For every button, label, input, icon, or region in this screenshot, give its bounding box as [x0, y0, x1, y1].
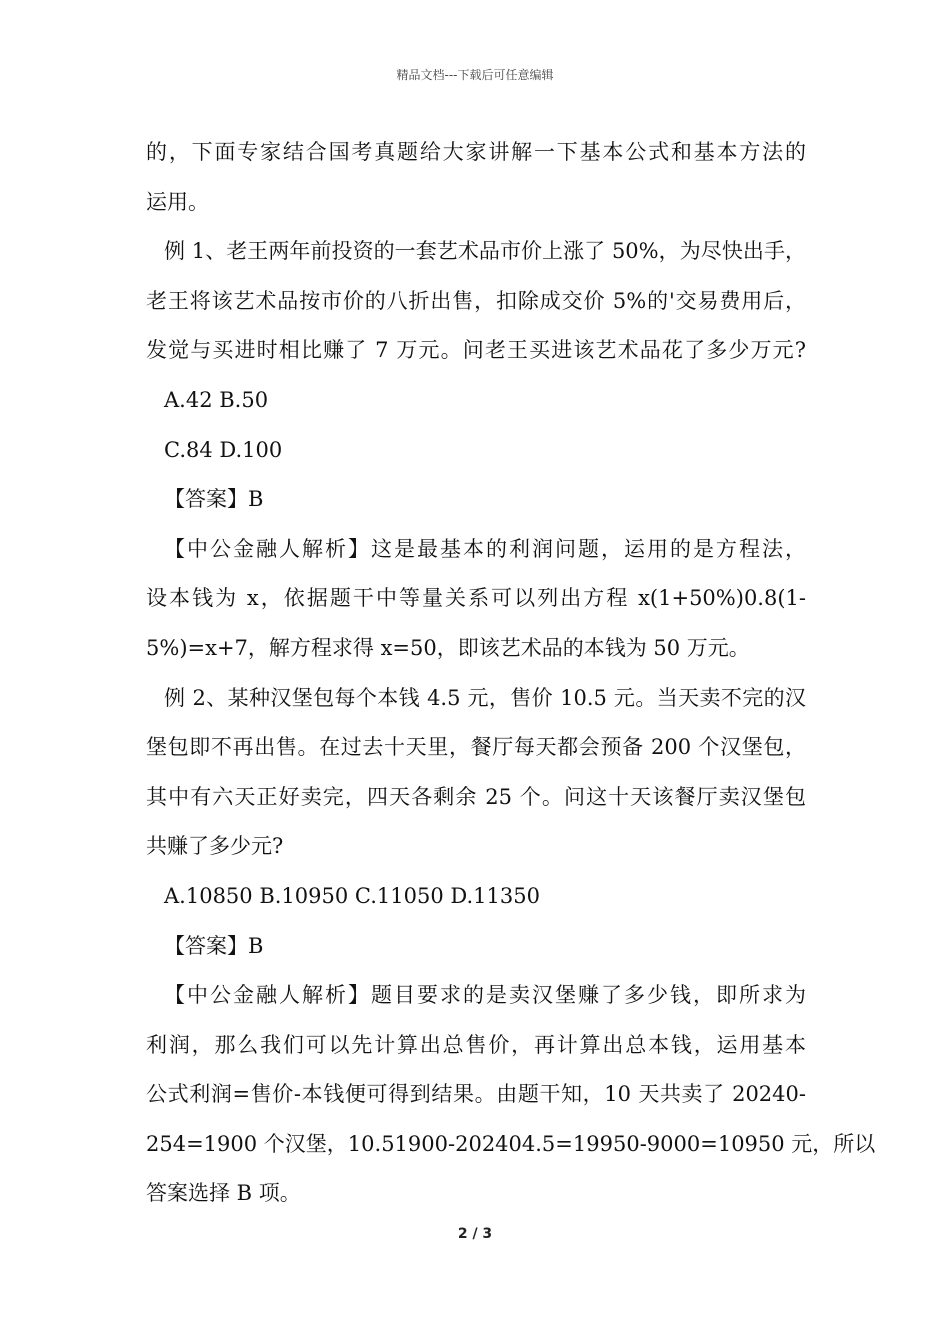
text-line: 老王将该艺术品按市价的八折出售，扣除成交价 5%的'交易费用后， — [146, 288, 806, 313]
text-line: 254=1900 个汉堡，10.51900-202404.5=19950-9000=10950 元，所以 — [146, 1131, 876, 1156]
text-line: 共赚了多少元? — [146, 834, 284, 859]
option-line: A.42 B.50 — [164, 387, 269, 412]
analysis-line: 【中公金融人解析】题目要求的是卖汉堡赚了多少钱，即所求为 — [164, 983, 806, 1008]
option-line: A.10850 B.10950 C.11050 D.11350 — [164, 883, 540, 908]
document-body — [146, 128, 876, 1219]
analysis-line: 【中公金融人解析】这是最基本的利润问题，运用的是方程法， — [164, 536, 806, 561]
text-line: 的，下面专家结合国考真题给大家讲解一下基本公式和基本方法的 — [146, 140, 806, 164]
text-line: 公式利润=售价-本钱便可得到结果。由题干知，10 天共卖了 20240- — [146, 1082, 806, 1107]
answer-line: 【答案】B — [164, 487, 264, 512]
answer-line: 【答案】B — [164, 933, 264, 958]
option-line: C.84 D.100 — [164, 437, 283, 462]
page-header: 精品文档---下载后可任意编辑 — [396, 68, 554, 82]
text-line: 设本钱为 x，依据题干中等量关系可以列出方程 x(1+50%)0.8(1- — [146, 586, 806, 611]
text-line: 利润，那么我们可以先计算出总售价，再计算出总本钱，运用基本 — [146, 1032, 806, 1057]
example-2-line: 例 2、某种汉堡包每个本钱 4.5 元，售价 10.5 元。当天卖不完的汉 — [164, 685, 806, 710]
text-line: 答案选择 B 项。 — [146, 1181, 301, 1206]
text-line: 运用。 — [146, 189, 209, 214]
text-line: 其中有六天正好卖完，四天各剩余 25 个。问这十天该餐厅卖汉堡包 — [146, 784, 806, 809]
text-line: 堡包即不再出售。在过去十天里，餐厅每天都会预备 200 个汉堡包， — [146, 735, 806, 760]
text-line: 发觉与买进时相比赚了 7 万元。问老王买进该艺术品花了多少万元? — [146, 338, 806, 363]
example-1-line: 例 1、老王两年前投资的一套艺术品市价上涨了 50%，为尽快出手， — [164, 239, 806, 264]
page-number: 2 / 3 — [457, 1226, 493, 1242]
text-line: 5%)=x+7，解方程求得 x=50，即该艺术品的本钱为 50 万元。 — [146, 635, 750, 660]
